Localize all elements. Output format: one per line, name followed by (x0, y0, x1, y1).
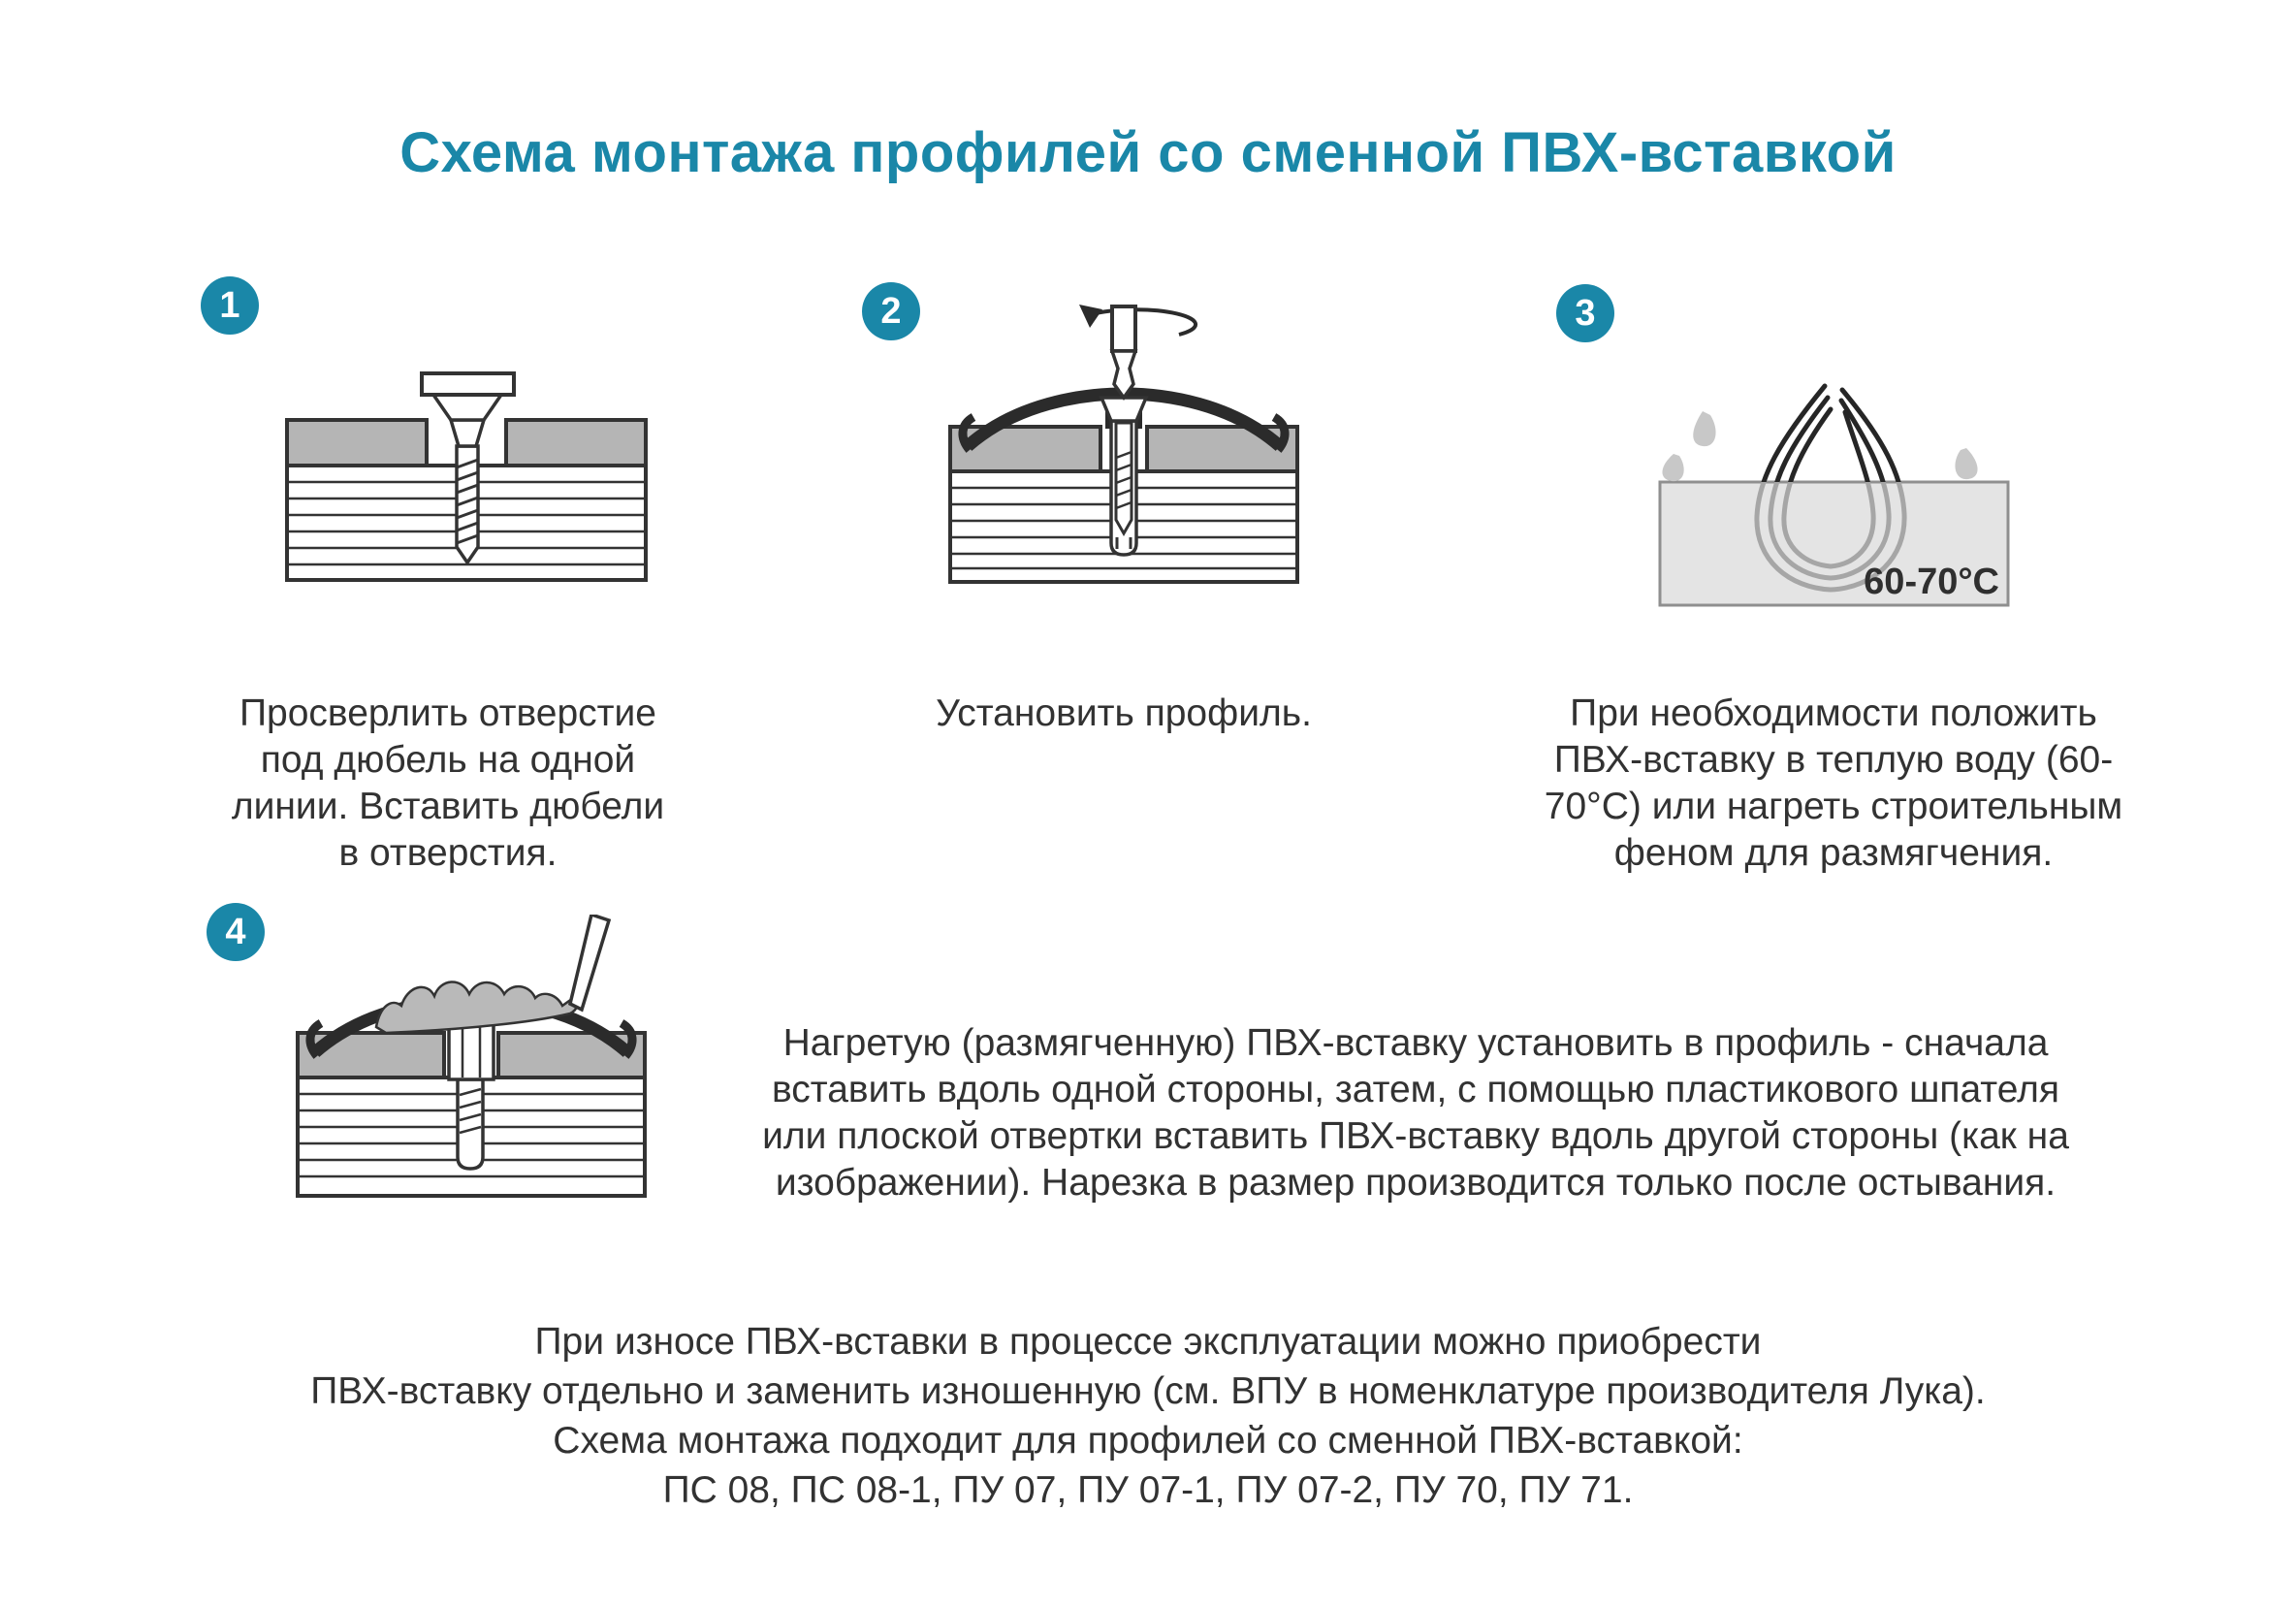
warm-water-illustration (1610, 369, 2017, 611)
footer-line: ПС 08, ПС 08-1, ПУ 07, ПУ 07-1, ПУ 07-2, ПУ 70, ПУ 71. (662, 1469, 1634, 1511)
footer-note (227, 1317, 2069, 1515)
footer-line: При износе ПВХ-вставки в процессе эксплуатации можно приобрести (534, 1321, 1762, 1363)
caption-line: феном для размягчения. (1613, 832, 2054, 874)
caption-line: Установить профиль. (936, 692, 1312, 734)
step-4-number-badge: 4 (207, 903, 265, 961)
caption-line: или плоской отвертки вставить ПВХ-вставку вдоль другой стороны (как на (762, 1115, 2069, 1157)
footer-line: Схема монтажа подходит для профилей со сменной ПВХ-вставкой: (553, 1420, 1743, 1462)
step-1-number-badge: 1 (201, 276, 259, 335)
step-3-number-badge: 3 (1556, 284, 1614, 342)
rotation-arrow-icon (1079, 305, 1196, 335)
caption-line: изображении). Нарезка в размер производится только после остывания. (775, 1162, 2057, 1204)
caption-line: под дюбель на одной (260, 739, 636, 781)
step-3-caption (1491, 691, 2176, 877)
temperature-label: 60-70°C (1864, 562, 1999, 602)
caption-line: 70°C) или нагреть строительным (1544, 786, 2123, 827)
step-2-number-badge: 2 (862, 282, 920, 340)
caption-line: При необходимости положить (1570, 692, 2097, 734)
footer-line: ПВХ-вставку отдельно и заменить изношенную (см. ВПУ в номенклатуре производителя Лука). (310, 1370, 1986, 1412)
screwdriver-icon (1112, 306, 1135, 398)
drill-dowel-illustration (284, 370, 649, 584)
page-title: Схема монтажа профилей со сменной ПВХ-вставкой (399, 121, 1897, 184)
caption-line: Просверлить отверстие (239, 692, 656, 734)
caption-line: Нагретую (размягченную) ПВХ-вставку установить в профиль - сначала (782, 1022, 2049, 1064)
caption-line: вставить вдоль одной стороны, затем, с помощью пластикового шпателя (771, 1069, 2060, 1110)
caption-line: в отверстия. (338, 832, 558, 874)
pvc-insert-icon (376, 981, 578, 1033)
install-profile-illustration (946, 305, 1303, 586)
insert-pvc-illustration (289, 915, 653, 1201)
step-2-caption (846, 691, 1401, 737)
step-4-caption (692, 1020, 2139, 1206)
spatula-screwdriver-icon (570, 915, 609, 1010)
caption-line: линии. Вставить дюбели (231, 786, 665, 827)
step-1-caption (157, 691, 739, 877)
caption-line: ПВХ-вставку в теплую воду (60- (1553, 739, 2114, 781)
